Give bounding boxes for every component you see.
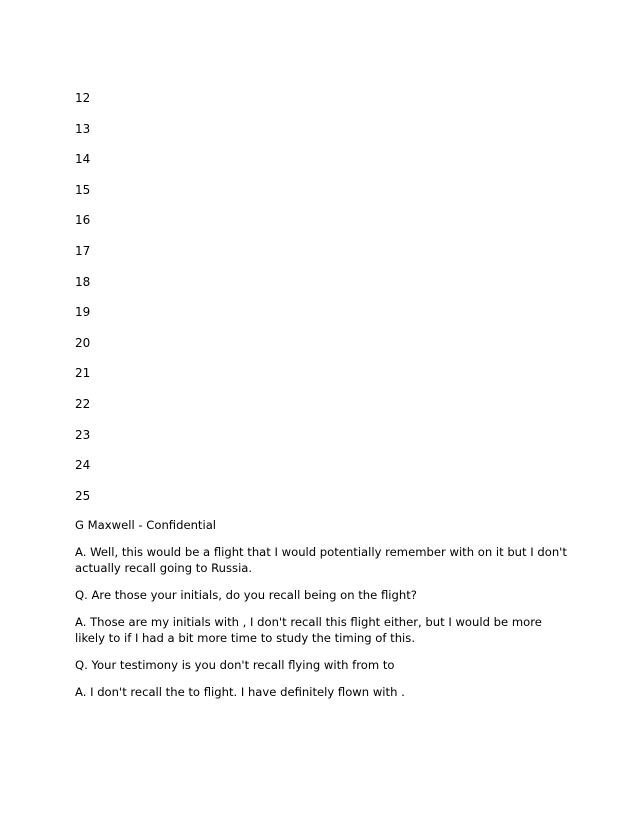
transcript-question: Q. Your testimony is you don't recall flying with from to <box>75 658 395 672</box>
line-number: 13 <box>75 121 91 136</box>
line-number: 12 <box>75 91 91 105</box>
line-number: 14 <box>75 152 91 167</box>
line-number: 18 <box>75 274 91 289</box>
line-number: 21 <box>75 366 91 381</box>
line-number: 15 <box>75 182 91 197</box>
line-number: 24 <box>75 458 91 473</box>
line-number: 17 <box>75 243 91 258</box>
line-number: 25 <box>75 488 91 503</box>
transcript-question: Q. Are those your initials, do you recall being on the flight? <box>75 588 417 602</box>
transcript-answer: A. Well, this would be a flight that I would potentially remember with on it but I don't actually recall going to Russia. <box>75 545 567 575</box>
line-number: 22 <box>75 396 91 411</box>
transcript-body <box>75 517 575 711</box>
line-number: 20 <box>75 335 91 350</box>
confidential-header: G Maxwell - Confidential <box>75 518 217 532</box>
line-number: 23 <box>75 427 91 442</box>
transcript-answer: A. I don't recall the to flight. I have definitely flown with . <box>75 685 405 699</box>
line-number: 19 <box>75 305 91 320</box>
transcript-answer: A. Those are my initials with , I don't recall this flight either, but I would be more likely to if I had a bit more time to study the timing of this. <box>75 615 542 645</box>
line-number: 16 <box>75 213 91 228</box>
line-number-column <box>75 90 90 518</box>
